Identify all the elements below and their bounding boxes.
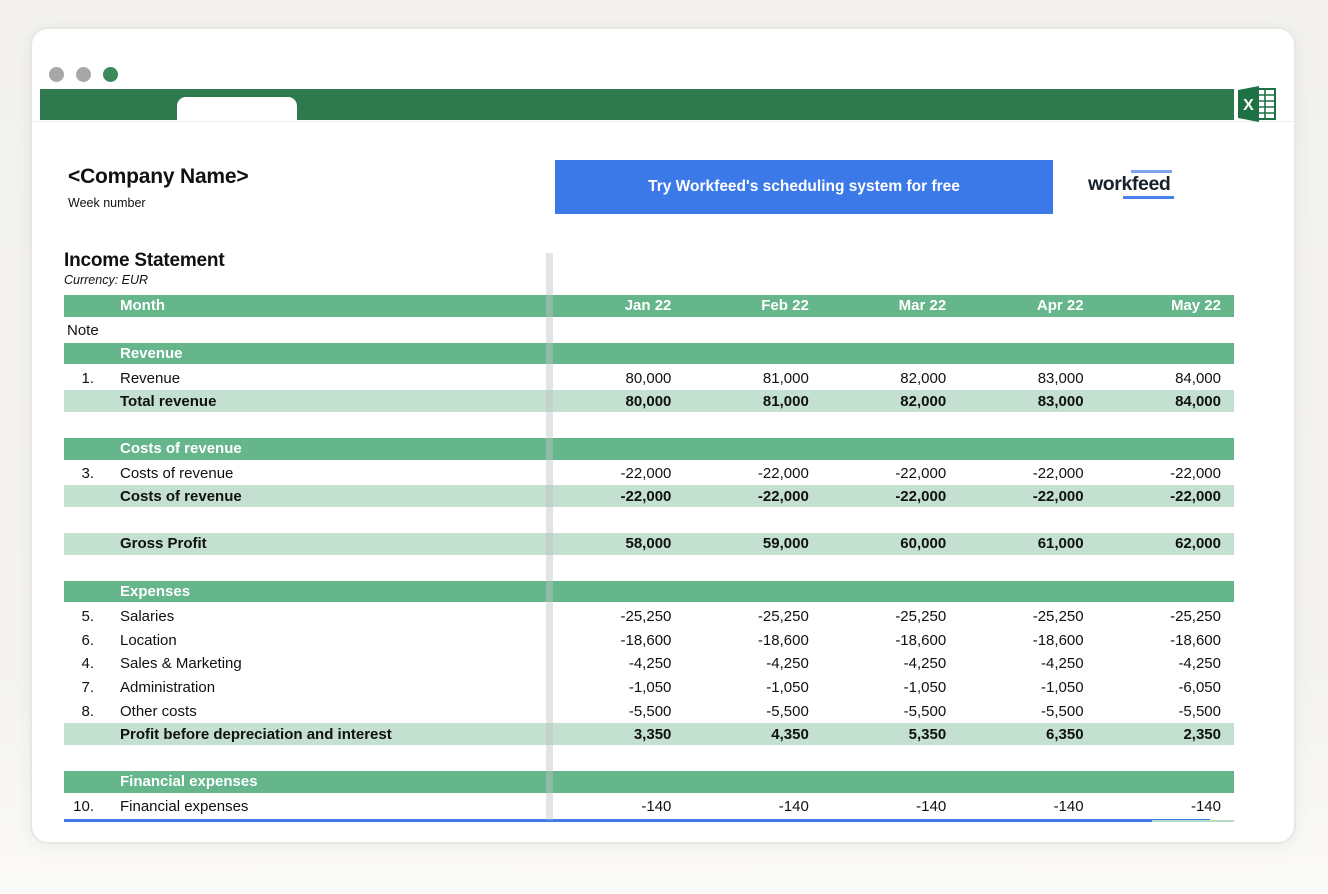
table-row — [64, 604, 1234, 628]
spacer-row — [64, 747, 1234, 771]
cell-value: 83,000 — [1037, 369, 1084, 387]
table-row — [64, 628, 1234, 652]
row-label: Total revenue — [120, 392, 217, 410]
cell-value: -1,050 — [1041, 679, 1084, 697]
row-label: Location — [120, 631, 177, 649]
cell-value: -18,600 — [1032, 631, 1084, 649]
cell-value: -25,250 — [1170, 607, 1221, 625]
cell-value: -4,250 — [1041, 655, 1084, 673]
table-row — [64, 462, 1234, 486]
cell-value: 61,000 — [1037, 535, 1084, 553]
column-divider — [546, 253, 553, 820]
cta-button[interactable]: Try Workfeed's scheduling system for free — [555, 160, 1053, 214]
row-number: 4. — [81, 655, 94, 673]
sheet-currency-subtitle: Currency: EUR — [64, 273, 149, 287]
cell-value: -18,600 — [1170, 631, 1221, 649]
row-label: Expenses — [120, 582, 191, 600]
row-number: 8. — [81, 702, 94, 720]
cell-value: -22,000 — [757, 464, 809, 482]
row-number: 3. — [81, 464, 94, 482]
row-label: Profit before depreciation and interest — [120, 725, 392, 743]
cell-value: -140 — [1053, 798, 1084, 816]
cell-value: 3,350 — [633, 725, 672, 743]
row-number: 7. — [81, 679, 94, 697]
cell-value: -22,000 — [757, 487, 809, 505]
section-header-row — [64, 438, 1234, 462]
cell-value: -5,500 — [628, 702, 672, 720]
row-number: 10. — [73, 798, 94, 816]
cell-value: -5,500 — [903, 702, 947, 720]
row-label: Financial expenses — [120, 773, 258, 791]
cell-value: -25,250 — [757, 607, 809, 625]
cell-value: -140 — [1190, 798, 1221, 816]
table-bottom-green-line — [1152, 820, 1234, 822]
cell-value: -18,600 — [757, 631, 809, 649]
browser-tab[interactable] — [177, 97, 297, 120]
note-label: Note — [67, 322, 99, 340]
row-number: 6. — [81, 631, 94, 649]
window-control-dot[interactable] — [103, 67, 118, 82]
cell-value: Feb 22 — [761, 297, 809, 315]
sheet-title: Income Statement — [64, 250, 225, 271]
income-table — [64, 295, 1234, 819]
cell-value: -18,600 — [620, 631, 672, 649]
cell-value: -4,250 — [628, 655, 672, 673]
cell-value: 4,350 — [771, 725, 809, 743]
section-header-row — [64, 581, 1234, 605]
cell-value: -18,600 — [895, 631, 947, 649]
row-label: Month — [120, 297, 165, 315]
row-label: Administration — [120, 679, 216, 697]
company-name: <Company Name> — [68, 165, 249, 188]
cell-value: -5,500 — [1041, 702, 1084, 720]
cell-value: 5,350 — [908, 725, 947, 743]
cell-value: -4,250 — [766, 655, 809, 673]
cell-value: 84,000 — [1175, 369, 1221, 387]
company-header — [68, 165, 248, 210]
cell-value: 60,000 — [900, 535, 947, 553]
cell-value: -25,250 — [1032, 607, 1084, 625]
cell-value: Mar 22 — [898, 297, 947, 315]
cell-value: -22,000 — [1032, 464, 1084, 482]
cell-value: -5,500 — [766, 702, 809, 720]
toolbar-divider — [32, 121, 1294, 122]
cell-value: -4,250 — [1178, 655, 1221, 673]
cell-value: Apr 22 — [1036, 297, 1084, 315]
excel-icon[interactable] — [1238, 85, 1278, 123]
logo-text-feed: feed — [1131, 173, 1171, 195]
cell-value: 83,000 — [1037, 392, 1084, 410]
cell-value: 82,000 — [900, 369, 947, 387]
cell-value: 62,000 — [1175, 535, 1221, 553]
window-controls — [49, 67, 118, 82]
cell-value: 81,000 — [762, 392, 809, 410]
row-label: Salaries — [120, 607, 175, 625]
cell-value: -140 — [778, 798, 809, 816]
cell-value: -22,000 — [620, 487, 672, 505]
spacer-row — [64, 509, 1234, 533]
row-label: Costs of revenue — [120, 487, 242, 505]
total-row — [64, 723, 1234, 747]
cell-value: -22,000 — [1032, 487, 1084, 505]
table-row — [64, 652, 1234, 676]
section-header-row — [64, 771, 1234, 795]
cell-value: -1,050 — [628, 679, 672, 697]
svg-text:X: X — [1243, 97, 1254, 114]
table-row — [64, 366, 1234, 390]
spacer-row — [64, 557, 1234, 581]
cell-value: 6,350 — [1046, 725, 1084, 743]
total-row — [64, 390, 1234, 414]
month-header-row — [64, 295, 1234, 319]
cell-value: May 22 — [1170, 297, 1221, 315]
table-bottom-selection-line — [64, 819, 1210, 822]
browser-toolbar — [40, 89, 1234, 120]
cell-value: -1,050 — [766, 679, 809, 697]
cell-value: -22,000 — [620, 464, 672, 482]
cell-value: -25,250 — [620, 607, 672, 625]
row-number: 1. — [81, 369, 94, 387]
window-control-dot[interactable] — [49, 67, 64, 82]
row-label: Revenue — [120, 344, 183, 362]
cell-value: -22,000 — [1170, 487, 1221, 505]
cell-value: -25,250 — [895, 607, 947, 625]
cell-value: 82,000 — [900, 392, 947, 410]
cell-value: -22,000 — [1170, 464, 1221, 482]
row-label: Costs of revenue — [120, 464, 234, 482]
cell-value: -6,050 — [1178, 679, 1221, 697]
cell-value: 84,000 — [1175, 392, 1221, 410]
table-row — [64, 700, 1234, 724]
cell-value: 2,350 — [1183, 725, 1221, 743]
row-label: Sales & Marketing — [120, 655, 242, 673]
section-header-row — [64, 343, 1234, 367]
logo-text-work: work — [1088, 173, 1132, 195]
table-row — [64, 795, 1234, 819]
cell-value: -22,000 — [895, 464, 947, 482]
row-number: 5. — [81, 607, 94, 625]
cell-value: -5,500 — [1178, 702, 1221, 720]
cell-value: 81,000 — [762, 369, 809, 387]
cell-value: 59,000 — [762, 535, 809, 553]
cell-value: -140 — [916, 798, 947, 816]
cell-value: Jan 22 — [624, 297, 672, 315]
total-row — [64, 533, 1234, 557]
table-row — [64, 676, 1234, 700]
row-label: Costs of revenue — [120, 440, 242, 458]
browser-window — [30, 27, 1296, 844]
cell-value: -4,250 — [903, 655, 947, 673]
row-label: Revenue — [120, 369, 181, 387]
workfeed-logo[interactable] — [1088, 173, 1170, 196]
spacer-row — [64, 414, 1234, 438]
cell-value: -22,000 — [895, 487, 947, 505]
row-label: Gross Profit — [120, 535, 207, 553]
cell-value: -1,050 — [903, 679, 947, 697]
cell-value: 58,000 — [625, 535, 672, 553]
cell-value: -140 — [641, 798, 672, 816]
row-label: Other costs — [120, 702, 197, 720]
window-control-dot[interactable] — [76, 67, 91, 82]
row-label: Financial expenses — [120, 798, 249, 816]
note-row — [64, 319, 1234, 343]
cell-value: 80,000 — [625, 392, 672, 410]
cell-value: 80,000 — [625, 369, 672, 387]
week-number-label: Week number — [68, 196, 146, 210]
sheet-title-block — [64, 250, 224, 287]
total-row — [64, 485, 1234, 509]
